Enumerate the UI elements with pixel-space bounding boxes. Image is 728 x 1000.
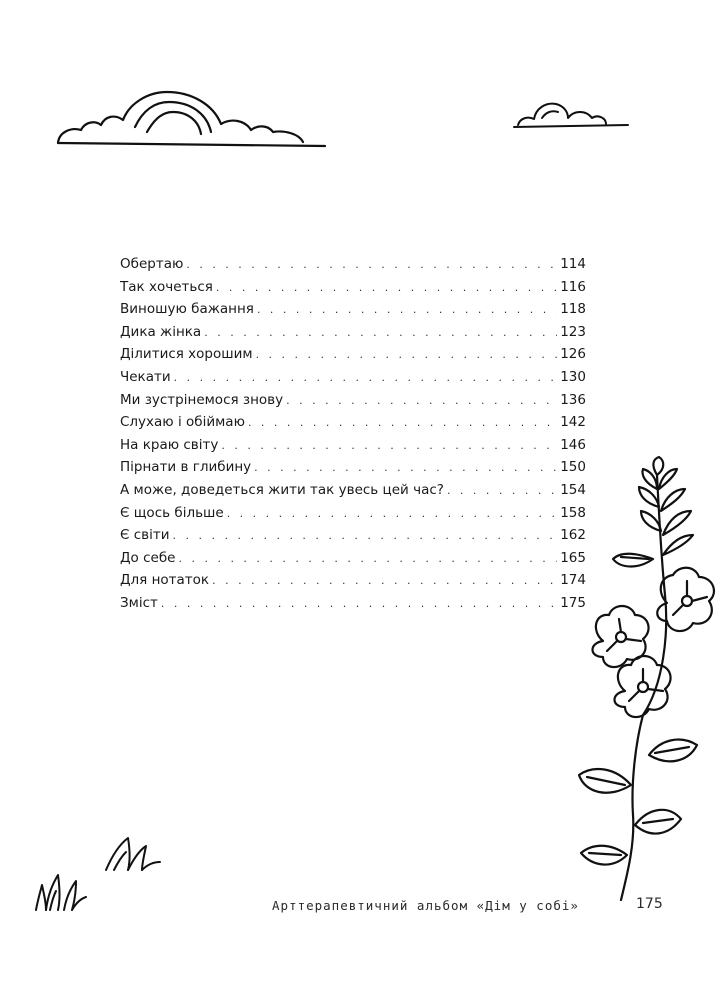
dot-leader [204,322,557,345]
cloud-icon [55,80,330,160]
toc-entry[interactable] [120,524,586,547]
toc-entry-title: Є щось більше [120,504,224,521]
toc-entry[interactable] [120,547,586,570]
page-number: 175 [636,896,663,912]
toc-entry-title: Так хочеться [120,278,213,295]
toc-entry[interactable] [120,569,586,592]
grass-icon [100,822,165,877]
dot-leader [227,503,558,526]
dot-leader [256,344,558,367]
toc-entry-title: Є світи [120,527,170,544]
toc-entry-page: 126 [560,346,586,363]
dot-leader [216,277,557,300]
toc-entry-page: 116 [560,278,586,295]
toc-entry-title: До себе [120,549,176,566]
dot-leader [286,390,557,413]
toc-entry-title: Ми зустрінемося знову [120,391,284,408]
dot-leader [257,299,557,322]
dot-leader [186,254,557,277]
toc-entry-title: А може, доведеться жити так увесь цей час? [120,481,444,498]
toc-entry[interactable] [120,411,586,434]
toc-entry-title: Дика жінка [120,323,202,340]
toc-entry-page: 146 [560,436,586,453]
dot-leader [248,412,557,435]
toc-entry[interactable] [120,502,586,525]
toc-entry-title: Чекати [120,368,171,385]
toc-entry-title: Для нотаток [120,572,210,589]
toc-entry-title: Виношую бажання [120,301,254,318]
toc-entry-page: 175 [560,594,586,611]
toc-entry[interactable] [120,366,586,389]
table-of-contents [120,253,586,615]
dot-leader [221,435,557,458]
toc-entry[interactable] [120,592,586,615]
flower-icon [565,455,728,905]
toc-entry-title: Зміст [120,594,158,611]
running-footer-title: Арттерапевтичний альбом «Дім у собі» [272,898,579,913]
dot-leader [212,570,557,593]
toc-entry-title: Пірнати в глибину [120,459,252,476]
toc-entry[interactable] [120,456,586,479]
toc-entry[interactable] [120,321,586,344]
toc-entry[interactable] [120,479,586,502]
toc-entry[interactable] [120,276,586,299]
dot-leader [174,367,558,390]
toc-entry[interactable] [120,389,586,412]
toc-entry-title: Слухаю і обіймаю [120,414,245,431]
toc-entry[interactable] [120,298,586,321]
dot-leader [178,548,557,571]
toc-entry-page: 114 [560,256,586,272]
dot-leader [447,480,557,503]
toc-entry-page: 118 [560,301,586,318]
dot-leader [161,593,557,616]
toc-entry-title: Ділитися хорошим [120,346,253,363]
toc-entry-page: 150 [560,459,586,476]
grass-icon [30,855,90,915]
toc-entry[interactable] [120,434,586,457]
toc-entry-page: 123 [560,323,586,340]
toc-entry[interactable] [120,253,586,276]
dot-leader [254,457,557,480]
dot-leader [173,525,558,548]
toc-entry-page: 165 [560,549,586,566]
cloud-icon [510,92,632,132]
toc-entry-page: 142 [560,414,586,431]
toc-entry-title: На краю світу [120,436,219,453]
toc-entry-page: 162 [560,527,586,544]
toc-entry-page: 130 [560,368,586,385]
toc-entry[interactable] [120,343,586,366]
toc-entry-page: 154 [560,481,586,498]
toc-entry-page: 158 [560,504,586,521]
toc-entry-page: 174 [560,572,586,589]
toc-entry-title: Обертаю [120,256,184,272]
toc-entry-page: 136 [560,391,586,408]
